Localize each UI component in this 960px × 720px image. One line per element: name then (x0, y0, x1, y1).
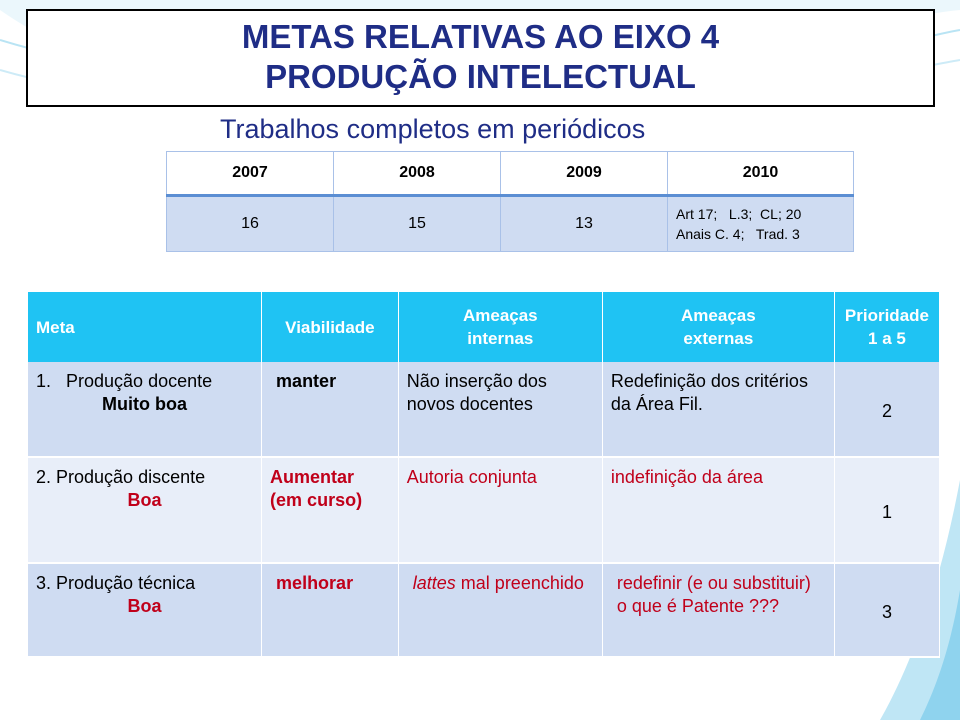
year-header: 2010 (668, 152, 854, 196)
viabilidade-cell: manter (262, 362, 399, 457)
prioridade-cell: 1 (834, 457, 939, 563)
meta-header-row (28, 292, 940, 362)
note-line-2: Anais C. 4; Trad. 3 (676, 226, 800, 242)
ameacas-externas-cell: redefinir (e ou substituir) o que é Patente ??? (602, 563, 834, 657)
subtitle: Trabalhos completos em periódicos (220, 114, 646, 144)
year-note (668, 196, 854, 252)
years-header-row (167, 152, 854, 196)
viabilidade-cell: Aumentar (em curso) (262, 457, 399, 563)
meta-table (28, 292, 940, 658)
ameacas-internas-cell (398, 563, 602, 657)
table-row (28, 362, 940, 457)
year-value: 15 (334, 196, 501, 252)
meta-cell (28, 563, 262, 657)
ameacas-internas-cell: Não inserção dos novos docentes (398, 362, 602, 457)
header-ameacas-externas: Ameaças externas (602, 292, 834, 362)
title-line-2: PRODUÇÃO INTELECTUAL (265, 58, 696, 95)
lattes-term: lattes (412, 573, 456, 593)
meta-label: 3. Produção técnica (36, 573, 196, 593)
prioridade-cell: 2 (834, 362, 939, 457)
meta-label: 1. Produção docente (36, 371, 213, 391)
meta-rating: Boa (127, 596, 162, 616)
years-table (166, 151, 854, 252)
years-value-row (167, 196, 854, 252)
header-viabilidade: Viabilidade (262, 292, 399, 362)
meta-label: 2. Produção discente (36, 467, 206, 487)
table-row (28, 457, 940, 563)
year-value: 13 (501, 196, 668, 252)
meta-rating: Boa (127, 490, 162, 510)
year-value: 16 (167, 196, 334, 252)
header-prioridade: Prioridade 1 a 5 (834, 292, 939, 362)
ameacas-internas-cell: Autoria conjunta (398, 457, 602, 563)
meta-rating: Muito boa (102, 394, 188, 414)
year-header: 2007 (167, 152, 334, 196)
ameacas-externas-cell: indefinição da área (602, 457, 834, 563)
table-row (28, 563, 940, 657)
ameacas-externas-cell: Redefinição dos critérios da Área Fil. (602, 362, 834, 457)
header-ameacas-internas: Ameaças internas (398, 292, 602, 362)
year-header: 2009 (501, 152, 668, 196)
viabilidade-cell: melhorar (262, 563, 399, 657)
title-line-1: METAS RELATIVAS AO EIXO 4 (241, 18, 720, 55)
meta-cell (28, 362, 262, 457)
header-meta: Meta (28, 292, 262, 362)
prioridade-cell: 3 (834, 563, 939, 657)
year-header: 2008 (334, 152, 501, 196)
note-line-1: Art 17; L.3; CL; 20 (676, 206, 802, 222)
title-box (26, 9, 935, 107)
meta-cell (28, 457, 262, 563)
internas-rest: mal preenchido (455, 573, 584, 593)
